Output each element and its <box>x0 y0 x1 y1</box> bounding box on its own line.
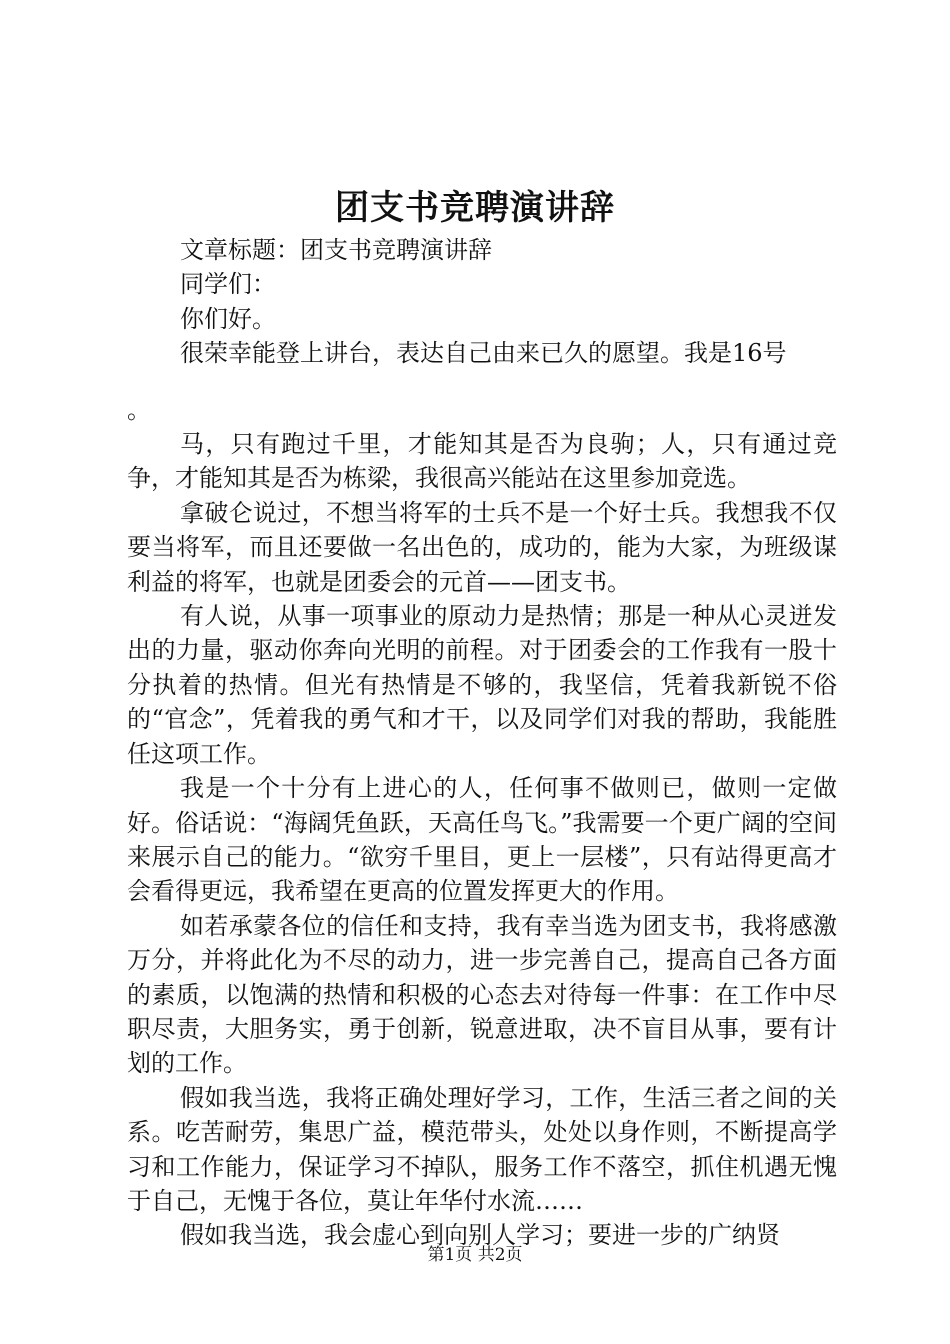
paragraph-salutation: 同学们： <box>180 270 276 299</box>
paragraph-intro: 很荣幸能登上讲台，表达自己由来已久的愿望。我是16号 <box>180 339 787 368</box>
paragraph-body: 我是一个十分有上进心的人，任何事不做则已，做则一定做好。俗话说：“海阔凭鱼跃，天高任鸟飞。”我需要一个更广阔的空间来展示自己的能力。“欲穷千里目，更上一层楼”，只有站得更高才会看得更远，我希望在更高的位置发挥更大的作用。 <box>127 774 837 906</box>
paragraph-period: 。 <box>127 395 151 424</box>
page-number-footer: 第1页 共2页 <box>427 1245 523 1265</box>
paragraph-greeting: 你们好。 <box>180 304 276 333</box>
paragraph-gap <box>127 371 837 393</box>
document-body <box>127 233 837 1253</box>
paragraph-body: 如若承蒙各位的信任和支持，我有幸当选为团支书，我将感激万分，并将此化为不尽的动力，进一步完善自己，提高自己各方面的素质，以饱满的热情和积极的心态去对待每一件事：在工作中尽职尽责，大胆务实，勇于创新，锐意进取，决不盲目从事，要有计划的工作。 <box>127 911 837 1078</box>
paragraph-body: 马，只有跑过千里，才能知其是否为良驹；人，只有通过竞争，才能知其是否为栋梁，我很高兴能站在这里参加竞选。 <box>127 430 837 493</box>
document-title: 团支书竞聘演讲辞 <box>335 188 615 228</box>
paragraph-body: 拿破仑说过，不想当将军的士兵不是一个好士兵。我想我不仅要当将军，而且还要做一名出色的，成功的，能为大家，为班级谋利益的将军，也就是团委会的元首——团支书。 <box>127 498 837 596</box>
paragraph-body: 假如我当选，我将正确处理好学习，工作，生活三者之间的关系。吃苦耐劳，集思广益，模范带头，处处以身作则，不断提高学习和工作能力，保证学习不掉队，服务工作不落空，抓住机遇无愧于自己，无愧于各位，莫让年华付水流…… <box>127 1083 837 1215</box>
paragraph-body: 有人说，从事一项事业的原动力是热情；那是一种从心灵迸发出的力量，驱动你奔向光明的前程。对于团委会的工作我有一股十分执着的热情。但光有热情是不够的，我坚信，凭着我新锐不俗的“官念”，凭着我的勇气和才干，以及同学们对我的帮助，我能胜任这项工作。 <box>127 602 837 768</box>
paragraph-article-title: 文章标题：团支书竞聘演讲辞 <box>180 236 492 264</box>
paragraph-body: 假如我当选，我会虚心到向别人学习；要进一步的广纳贤 <box>180 1221 780 1250</box>
